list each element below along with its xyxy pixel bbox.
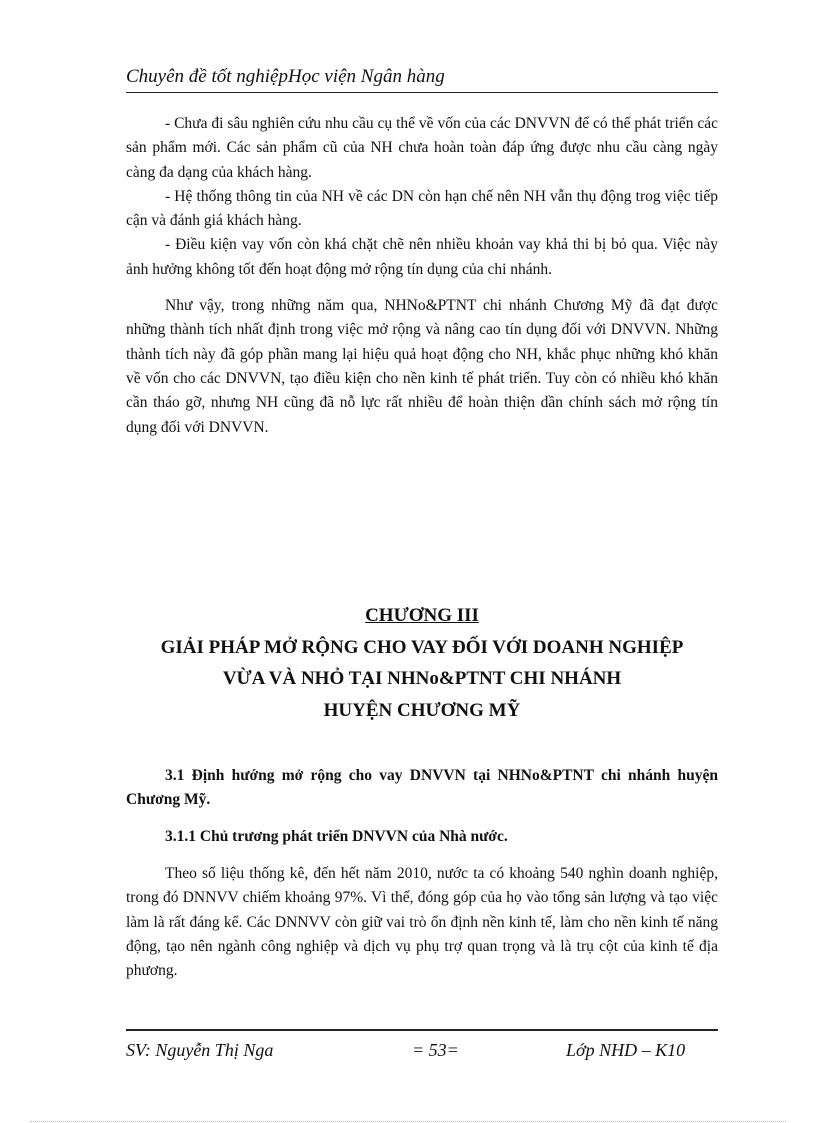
chapter-title-line: GIẢI PHÁP MỞ RỘNG CHO VAY ĐỐI VỚI DOANH NGHIỆP: [160, 636, 684, 658]
section-3-1: [126, 764, 718, 813]
bullet-paragraph: - Hệ thống thông tin của NH về các DN còn hạn chế nên NH vẫn thụ động trog việc tiếp cận và đánh giá khách hàng.: [126, 187, 718, 230]
section-body: [126, 862, 718, 983]
chapter-heading: [126, 600, 718, 726]
body-text: [126, 112, 718, 440]
header-title: Chuyên đề tốt nghiệpHọc viện Ngân hàng: [126, 66, 445, 87]
subsection-heading: 3.1.1 Chủ trương phát triển DNVVN của Nhà nước.: [165, 828, 508, 845]
footer-student: SV: Nguyễn Thị Nga: [126, 1040, 274, 1060]
page-footer: [126, 1037, 718, 1063]
chapter-title-line: HUYỆN CHƯƠNG MỸ: [323, 699, 521, 721]
summary-paragraph: Như vậy, trong những năm qua, NHNo&PTNT chi nhánh Chương Mỹ đã đạt được những thành tích nhất định trong việc mở rộng và nâng cao tín dụng đối với DNVVN. Những thành tích này đã góp phần mang lại hiệu quả hoạt động cho NH, khắc phục những khó khăn về vốn cho các DNVVN, tạo điều kiện cho nền kinh tế phát triển. Tuy còn có nhiều khó khăn cần tháo gỡ, nhưng NH cũng đã nỗ lực rất nhiều để hoàn thiện dần chính sách mở rộng tín dụng đối với DNVVN.: [126, 297, 718, 436]
chapter-title-line: VỪA VÀ NHỎ TẠI NHNo&PTNT CHI NHÁNH: [222, 668, 622, 689]
section-heading: 3.1 Định hướng mở rộng cho vay DNVVN tại NHNo&PTNT chi nhánh huyện Chương Mỹ.: [126, 767, 718, 809]
footer-page-number: = 53=: [412, 1040, 459, 1060]
page-header: [126, 64, 718, 93]
section-paragraph: Theo số liệu thống kê, đến hết năm 2010, nước ta có khoảng 540 nghìn doanh nghiệp, trong đó DNNVV chiếm khoảng 97%. Vì thế, đóng góp của họ vào tổng sản lượng và tạo việc làm là rất đáng kể. Các DNNVV còn giữ vai trò ổn định nền kinh tế, làm cho nền kinh tế năng động, tạo nên ngành công nghiệp và dịch vụ phụ trợ quan trọng và là trụ cột của kinh tế địa phương.: [126, 865, 718, 980]
chapter-number: CHƯƠNG III: [365, 605, 479, 626]
page-edge-divider: [30, 1121, 786, 1122]
bullet-paragraph: - Điều kiện vay vốn còn khá chặt chẽ nên nhiều khoản vay khả thi bị bỏ qua. Việc này ảnh hưởng không tốt đến hoạt động mở rộng tín dụng của chi nhánh.: [126, 236, 718, 278]
footer-class: Lớp NHD – K10: [566, 1040, 686, 1060]
footer-divider: [126, 1029, 718, 1031]
bullet-paragraph: - Chưa đi sâu nghiên cứu nhu cầu cụ thể về vốn của các DNVVN để có thể phát triển các sản phẩm mới. Các sản phẩm cũ của NH chưa hoàn toàn đáp ứng được nhu cầu càng ngày càng đa dạng của khách hàng.: [126, 115, 718, 181]
section-3-1-1: [126, 825, 718, 849]
